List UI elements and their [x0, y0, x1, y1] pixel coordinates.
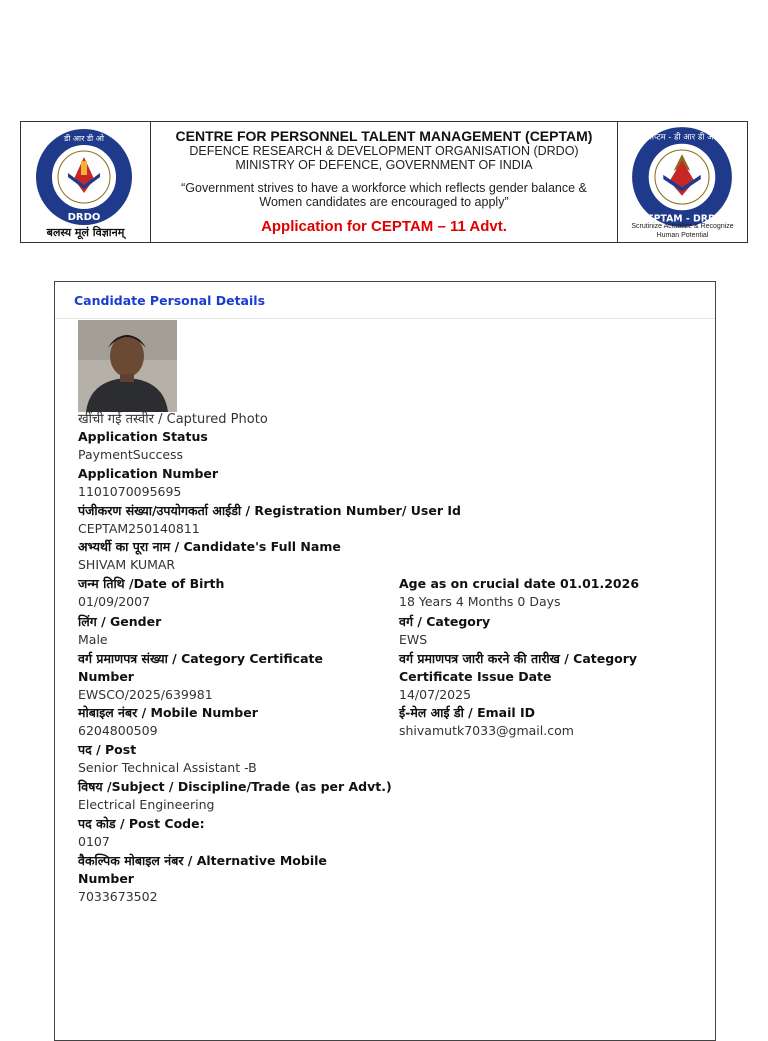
person-photo-icon: [78, 320, 177, 412]
gender-field: [78, 613, 378, 648]
ceptam-header-banner: [20, 121, 748, 243]
logo-bottom-text: CEPTAM - DRDO: [640, 213, 724, 225]
field-value: 1101070095695: [78, 484, 182, 499]
email-field: [399, 704, 699, 739]
field-label: अभ्यर्थी का पूरा नाम / Candidate's Full Name: [78, 539, 341, 554]
field-value: EWS: [399, 632, 428, 647]
field-label: वर्ग / Category: [399, 614, 491, 629]
ceptam-motto: Scrutinize Actualize & Recognize Human Potential: [631, 223, 734, 239]
age-field: [399, 575, 699, 610]
application-status-field: [78, 428, 378, 463]
field-value: 7033673502: [78, 889, 158, 904]
field-label: विषय /Subject / Discipline/Trade (as per Advt.): [78, 779, 392, 794]
application-title: Application for CEPTAM – 11 Advt.: [261, 218, 507, 235]
field-label: वैकल्पिक मोबाइल नंबर / Alternative Mobile Number: [78, 853, 327, 886]
field-value: Senior Technical Assistant -B: [78, 760, 257, 775]
card-title: Candidate Personal Details: [74, 292, 266, 308]
post-field: [78, 741, 378, 776]
field-value: Electrical Engineering: [78, 797, 215, 812]
application-number-field: [78, 465, 378, 500]
category-certificate-date-field: [399, 650, 669, 703]
mobile-number-field: [78, 704, 378, 739]
field-value: 6204800509: [78, 723, 158, 738]
drdo-logo-icon: [34, 127, 134, 227]
field-value: 14/07/2025: [399, 687, 472, 702]
banner-text-cell: [151, 122, 618, 242]
full-name-field: [78, 538, 638, 573]
field-value: 01/09/2007: [78, 594, 151, 609]
field-label: Age as on crucial date 01.01.2026: [399, 576, 640, 591]
field-value: SHIVAM KUMAR: [78, 557, 176, 572]
field-label: पंजीकरण संख्या/उपयोगकर्ता आईडी / Registration Number/ User Id: [78, 503, 461, 518]
alternative-mobile-field: [78, 852, 358, 905]
field-value: 0107: [78, 834, 110, 849]
logo-top-text: सेप्टम - डी आर डी ओ: [648, 131, 716, 142]
category-certificate-number-field: [78, 650, 348, 703]
ceptam-logo-cell: [618, 122, 747, 242]
field-label: पद / Post: [78, 742, 137, 757]
field-label: वर्ग प्रमाणपत्र जारी करने की तारीख / Category Certificate Issue Date: [399, 651, 638, 684]
card-header: [55, 282, 715, 319]
logo-top-text: डी आर डी ओ: [64, 134, 104, 143]
field-value: EWSCO/2025/639981: [78, 687, 213, 702]
field-value: shivamutk7033@gmail.com: [399, 723, 574, 738]
field-value: Male: [78, 632, 108, 647]
field-value: CEPTAM250140811: [78, 521, 200, 536]
field-label: Application Number: [78, 466, 219, 481]
ceptam-logo-icon: [630, 125, 734, 229]
drdo-motto: बलस्य मूलं विज्ञानम्: [46, 226, 125, 239]
photo-caption: खींची गई तस्वीर / Captured Photo: [78, 412, 268, 427]
ministry-line: MINISTRY OF DEFENCE, GOVERNMENT OF INDIA: [235, 158, 533, 172]
field-label: Application Status: [78, 429, 208, 444]
field-label: वर्ग प्रमाणपत्र संख्या / Category Certificate Number: [78, 651, 323, 684]
candidate-photo: [78, 320, 177, 412]
field-label: मोबाइल नंबर / Mobile Number: [78, 705, 258, 720]
candidate-details-card: [54, 281, 716, 1041]
field-label: लिंग / Gender: [78, 614, 162, 629]
registration-number-field: [78, 502, 638, 537]
field-value: 18 Years 4 Months 0 Days: [399, 594, 561, 609]
date-of-birth-field: [78, 575, 378, 610]
field-label: जन्म तिथि /Date of Birth: [78, 576, 225, 591]
category-field: [399, 613, 699, 648]
ceptam-title: CENTRE FOR PERSONNEL TALENT MANAGEMENT (CEPTAM): [175, 128, 593, 144]
logo-bottom-text: DRDO: [67, 212, 101, 223]
field-value: PaymentSuccess: [78, 447, 184, 462]
post-code-field: [78, 815, 378, 850]
gender-balance-quote: “Government strives to have a workforce which reflects gender balance & Women candidates are encouraged to apply”: [181, 181, 587, 209]
drdo-line: DEFENCE RESEARCH & DEVELOPMENT ORGANISATION (DRDO): [189, 144, 579, 158]
field-label: ई-मेल आई डी / Email ID: [399, 705, 536, 720]
drdo-logo-cell: [21, 122, 151, 242]
subject-field: [78, 778, 638, 813]
field-label: पद कोड / Post Code:: [78, 816, 205, 831]
